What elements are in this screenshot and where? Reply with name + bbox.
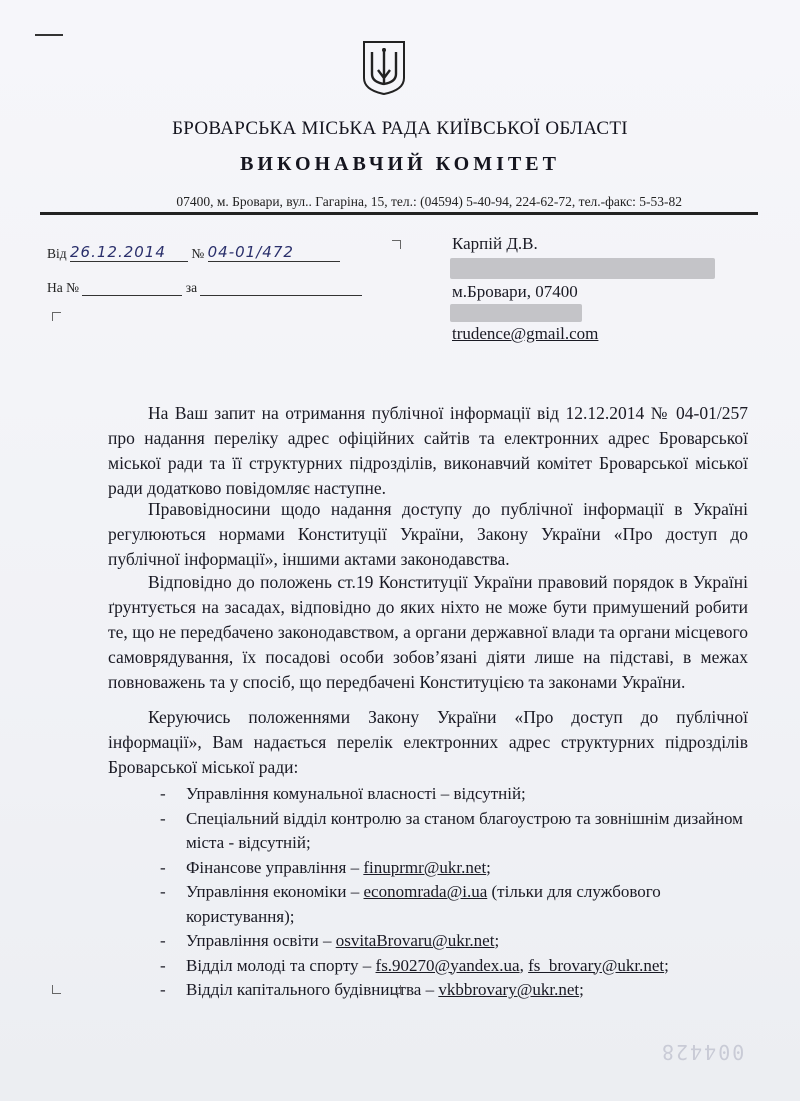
list-item: - Фінансове управління – finuprmr@ukr.net; bbox=[160, 857, 491, 877]
recipient-city: м.Бровари, 07400 bbox=[452, 282, 578, 301]
corner-mark bbox=[392, 240, 401, 249]
email-link[interactable]: finuprmr@ukr.net bbox=[363, 857, 487, 877]
corner-mark bbox=[52, 985, 61, 994]
redacted-field bbox=[450, 304, 582, 322]
committee-title: ВИКОНАВЧИЙ КОМІТЕТ bbox=[240, 153, 560, 175]
recipient-name: Карпій Д.В. bbox=[452, 234, 538, 253]
email-link[interactable]: economrada@i.ua bbox=[363, 882, 488, 901]
paragraph-text: Керуючись положеннями Закону України «Про доступ до публічної інформації», Вам надається перелік електронних адрес структурних підрозділів Броварської міської ради: bbox=[108, 707, 748, 777]
recipient-email: trudence@gmail.com bbox=[452, 324, 599, 343]
body-paragraph-4 bbox=[108, 705, 748, 780]
list-item: - Спеціальний відділ контролю за станом благоустрою та зовнішнім дизайном міста - відсутній; bbox=[160, 808, 743, 852]
reply-number-label: На № bbox=[47, 280, 79, 295]
paragraph-text: Правовідносини щодо надання доступу до публічної інформації в Україні регулюються нормами Конституції України, Закону України «Про доступ до публічної інформації», іншими актами законодавства. bbox=[108, 499, 748, 569]
org-name: БРОВАРСЬКА МІСЬКА РАДА КИЇВСЬКОЇ ОБЛАСТІ bbox=[172, 118, 628, 139]
email-link[interactable]: osvitaBrovaru@ukr.net bbox=[335, 931, 495, 950]
department-email-list bbox=[160, 782, 744, 1003]
body-paragraph-2 bbox=[108, 497, 748, 572]
paragraph-text: Відповідно до положень ст.19 Конституції України правовий порядок в Україні ґрунтується на засадах, відповідно до яких ніхто не може бути примушений робити те, що не передбачено законодавством, а органи державної влади та органи місцевого самоврядування, їх посадові особи зобов’язані діяти лише на підставі, в межах повноважень та у спосіб, що передбачені Конституцією та законами України. bbox=[108, 572, 748, 692]
body-paragraph-1 bbox=[108, 401, 748, 501]
list-item: - Управління комунальної власності – відсутній; bbox=[160, 784, 526, 803]
number-value: 04-01/472 bbox=[207, 243, 294, 261]
incoming-reference bbox=[47, 280, 362, 296]
redacted-field bbox=[450, 258, 715, 279]
email-link[interactable]: vkbbrovary@ukr.net bbox=[438, 980, 580, 999]
body-paragraph-3 bbox=[108, 570, 748, 695]
header-rule bbox=[40, 212, 758, 215]
list-item: - Відділ молоді та спорту – fs.90270@yandex.ua, fs_brovary@ukr.net; bbox=[160, 955, 669, 975]
list-item: - Відділ капітального будівництва – vkbbrovary@ukr.net; bbox=[160, 980, 584, 999]
date-label: Від bbox=[47, 246, 67, 261]
margin-mark bbox=[35, 34, 63, 36]
corner-mark bbox=[52, 312, 61, 321]
date-value: 26.12.2014 bbox=[70, 243, 166, 261]
list-item: - Управління економіки – economrada@i.ua (тільки для службового користування); bbox=[160, 882, 661, 926]
trident-emblem-icon bbox=[362, 40, 406, 96]
letterhead-address: 07400, м. Бровари, вул.. Гагаріна, 15, тел.: (04594) 5-40-94, 224-62-72, тел.-факс: 5-53-82 bbox=[176, 194, 682, 209]
email-link[interactable]: fs_brovary@ukr.net bbox=[528, 955, 665, 975]
corner-mark bbox=[392, 985, 401, 994]
reply-date-label: за bbox=[185, 280, 198, 295]
number-label: № bbox=[191, 246, 205, 261]
paragraph-text: На Ваш запит на отримання публічної інформації від 12.12.2014 № 04-01/257 про надання переліку адрес офіційних сайтів та електронних адрес Броварської міської ради та її структурних підрозділів, виконавчий комітет Броварської міської ради додатково повідомляє наступне. bbox=[108, 403, 748, 498]
outgoing-reference bbox=[47, 243, 340, 262]
list-item: - Управління освіти – osvitaBrovaru@ukr.net; bbox=[160, 931, 500, 950]
email-link[interactable]: fs.90270@yandex.ua bbox=[375, 955, 520, 975]
serial-stamp: 004428 bbox=[660, 1040, 745, 1064]
